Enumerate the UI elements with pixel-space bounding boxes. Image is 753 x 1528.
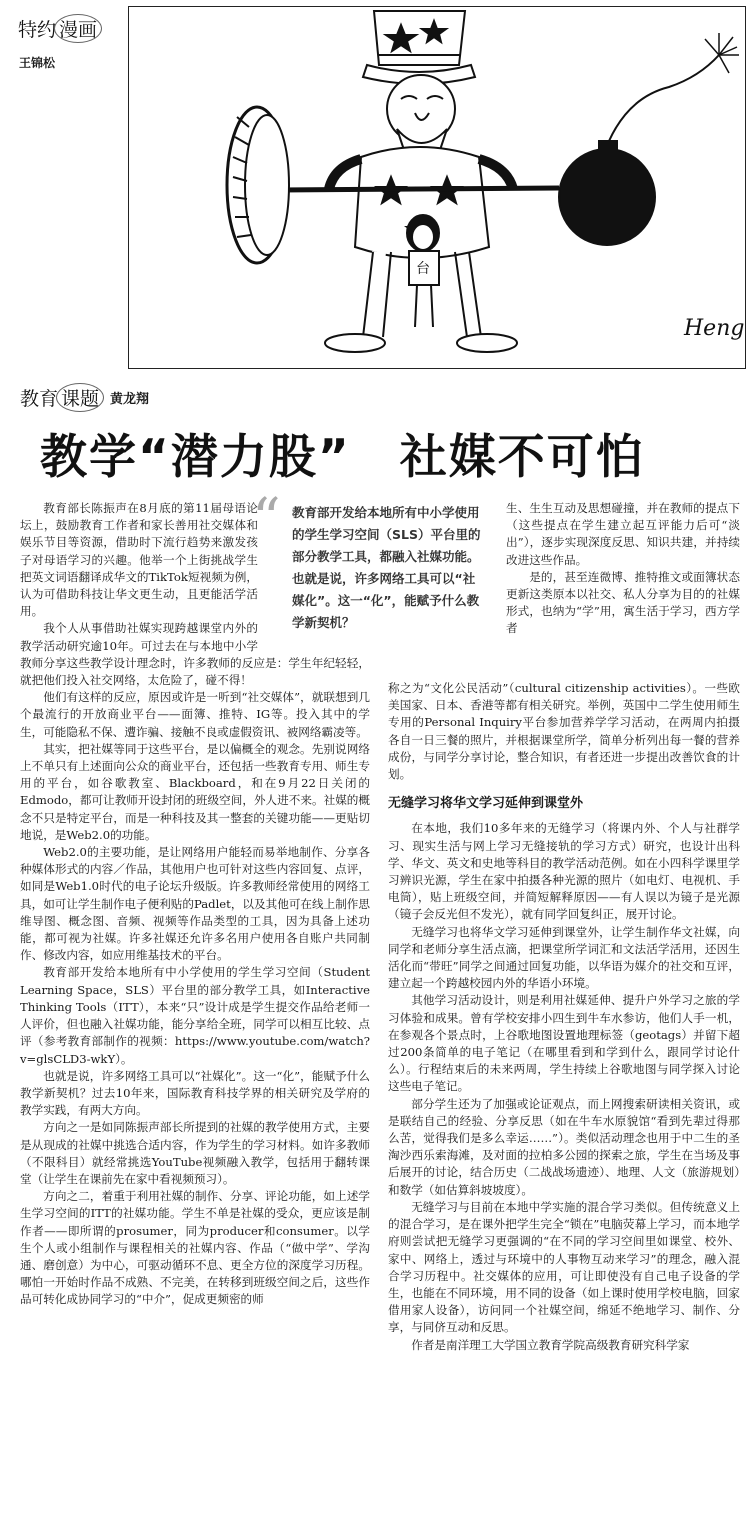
- paragraph: 无缝学习也将华文学习延伸到课堂外，让学生制作华文社媒，向同学和老师分享生活点滴，把课堂所学词汇和文法活学活用，还因生活化而“带旺”同学之间通过回复功能，以华语为媒介的社交和互评，建立起一个跨越校园内外的华语小环境。: [388, 924, 740, 991]
- paragraph: 教育部长陈振声在8月底的第11届母语论坛上，鼓励教育工作者和家长善用社交媒体和娱乐节目等资源，借助时下流行趋势来激发孩子对母语学习的兴趣。他举一个上街挑战学生把英文词语翻译成华文的TikTok短视频为例，认为可借助科技让华文更生动，且更能活学活用。: [20, 501, 258, 619]
- subheading: 无缝学习将华文学习延伸到课堂外: [388, 796, 584, 812]
- paragraph: 是的，甚至连微博、推特推文或面簿状态更新这类原本以社交、私人分享为目的的社媒形式，也纳为“学”用，寓生活于学习，西方学者: [506, 569, 740, 636]
- pull-quote-space: [258, 500, 370, 650]
- cartoon-section-label: [18, 14, 102, 43]
- paragraph: 无缝学习与目前在本地中学实施的混合学习类似。但传统意义上的混合学习，是在课外把学生完全“锁在”电脑荧幕上学习，而本地学府则尝试把无缝学习更强调的“在不同的学习空间里如课堂、校外、家中、网络上，透过与环境中的人事物互动来学习”的理念，融入混合学习历程中。社交媒体的应用，可让即使没有自己电子设备的学生，也能在不同环境，用不同的设备（如上课时使用学校电脑，回家借用家人设备），访问同一个社媒空间，绵延不绝地学习、制作、分享，与同侪互动和反思。: [388, 1199, 740, 1335]
- editorial-cartoon: [128, 6, 746, 369]
- article-right-column: [388, 680, 740, 1354]
- cartoonist-signature: Heng: [684, 316, 745, 341]
- paragraph: 方向之一是如同陈振声部长所提到的社媒的教学使用方式，主要是从现成的社媒中挑选合适内容，作为学生的学习材料。如许多教师（不限科目）就经常挑选YouTube视频融入教学，包括用于翻转课堂（让学生在课前先在家中看视频预习）。: [20, 1120, 370, 1186]
- section-label-ring: 课题: [56, 383, 104, 412]
- paragraph: 其实，把社媒等同于这些平台，是以偏概全的观念。先别说网络上不单只有上述面向公众的商业平台，还包括一些教育专用、师生专用的平台，如谷歌教室、Blackboard，和在9月22日关闭的Edmodo，都可让教师开设封闭的班级空间，外人进不来。社媒的概念不只是特定平台，而是一种科技及其一整套的关键功能——更贴切地说，是Web2.0的功能。: [20, 741, 370, 842]
- paragraph: 方向之二，着重于利用社媒的制作、分享、评论功能，如上述学生学习空间的ITT的社媒功能。学生不单是社媒的受众，更应该是制作者——即所谓的prosumer，同为producer和consumer。以学生个人或小组制作与课程相关的社媒内容、作品（“做中学”、学沟通、磨创意）为中心，可驱动循环不息、更全方位的深度学习历程。哪怕一开始时作品不成熟、不完美，在转移到班级空间之后，这些作品可转化成协同学习的“中介”，促成更频密的师: [20, 1189, 370, 1307]
- paragraph: 其他学习活动设计，则是利用社媒延伸、提升户外学习之旅的学习体验和成果。曾有学校安排小四生到牛车水参访，他们人手一机，在参观各个景点时，上谷歌地图设置地理标签（geotags）并留下超过200条简单的电子笔记（在哪里看到和学到什么，跟同学讨论什么）。行程结束后的未来两周，学生持续上谷歌地图与同学探入讨论这些电子笔记。: [388, 993, 740, 1094]
- author-bio: 作者是南洋理工大学国立教育学院高级教育研究科学家: [411, 1337, 690, 1352]
- article-left-column: [20, 487, 370, 1309]
- section-label-main: 特约: [18, 19, 57, 41]
- cartoon-illustration: [129, 7, 745, 368]
- cartoon-author: 王锦松: [19, 56, 56, 70]
- section-label-main: 教育: [20, 388, 59, 410]
- quote-mark-icon: “: [252, 487, 281, 552]
- paragraph: 在本地，我们10多年来的无缝学习（将课内外、个人与社群学习、现实生活与网上学习无缝接轨的学习方式）研究，也设计出科学、华文、英文和史地等科目的教学活动范例。如在小四科学课里学习辨识光源，学生在家中拍摄各种光源的照片（如电灯、电视机、手电筒），贴上班级空间，并简短解释原因——有人误以为镜子是光源（镜子会反光但不发光），就有同学回复纠正，展开讨论。: [388, 821, 740, 922]
- paragraph: 他们有这样的反应，原因或许是一听到“社交媒体”，就联想到几个最流行的开放商业平台——面簿、推特、IG等。投入其中的学生，可能隐私不保、遭诈骗、接触不良或虚假资讯、被网络霸凌等。: [20, 690, 370, 739]
- paragraph: 生、生生互动及思想碰撞，并在教师的提点下（这些提点在学生建立起互评能力后可“淡出”），逐步实现深度反思、知识共建，并持续改进这些作品。: [506, 501, 740, 567]
- paragraph: Web2.0的主要功能，是让网络用户能轻而易举地制作、分享各种媒体形式的内容／作品，其他用户也可针对这些内容回复、点评，如同是Web1.0时代的电子论坛升级版。许多教师经常使用的网络工具，如可让学生制作电子便利贴的Padlet，以及其他可在线上制作思维导图、概念图、音频、视频等作品类型的工具，因为具备上述功能，都可视为社媒。许多社媒还允许多名用户使用各自账户共同制作、修改内容，如应用维基技术的平台。: [20, 845, 370, 963]
- pull-quote: 教育部开发给本地所有中小学使用的学生学习空间（SLS）平台里的部分教学工具，都融入社媒功能。也就是说，许多网络工具可以“社媒化”。这一“化”，能赋予什么教学新契机？: [292, 505, 481, 630]
- paragraph: 称之为“文化公民活动”（cultural citizenship activities）。一些欧美国家、日本、香港等都有相关研究。举例，英国中二学生使用师生专用的Personal Inquiry平台参加营养学学习活动，在两周内拍摄各自一日三餐的照片，并根据课堂所学，简单分析列出每一餐的营养成份，与同学分享讨论，整合知识，有者还进一步提出改善饮食的计划。: [388, 681, 740, 782]
- article-author: 黄龙翔: [110, 392, 150, 407]
- paragraph: 我个人从事借助社媒实现跨越课堂内外的教学活动研究逾10年。可过去在与本地中小学教师分享这些教学设计理念时，许多教师的反应是：学生年纪轻轻，就把他们投入社交网络，太危险了，碰不得！: [20, 621, 370, 688]
- paragraph: 部分学生还为了加强或论证观点，而上网搜索研读相关资讯，或是联结自己的经验、分享反思（如在牛车水原貌馆“看到先辈过得那么苦，觉得我们是多么幸运……”）。类似活动理念也用于中二生的圣淘沙西乐索海滩，及对面的拉柏多公园的探索之旅，学生在当场及事后展开的讨论，结合历史（二战战场遗迹）、地理、人文（旅游规划）和数学（如估算斜坡坡度）。: [388, 1096, 740, 1197]
- section-label-ring: 漫画: [54, 14, 102, 43]
- article-section-label: [20, 383, 104, 412]
- article-right-top: [506, 500, 740, 638]
- paragraph: 也就是说，许多网络工具可以“社媒化”。这一“化”，能赋予什么教学新契机？过去10年来，国际教育科技学界的相关研究及学府的教学实践，有两大方向。: [20, 1068, 370, 1118]
- figure-label: 台: [416, 261, 430, 277]
- headline: 教学“潜力股” 社媒不可怕: [40, 430, 645, 485]
- paragraph: 教育部开发给本地所有中小学使用的学生学习空间（Student Learning Space，SLS）平台里的部分教学工具，如Interactive Thinking Tools（ITT），本来“只”设计成是学生提交作品给老师一人评价，但也融入社媒功能，能分享给全班，同学可以相互比较、点评（参考教育部制作的视频：https://www.youtube.com/watch?v=glsCLD3-wkY）。: [20, 965, 370, 1066]
